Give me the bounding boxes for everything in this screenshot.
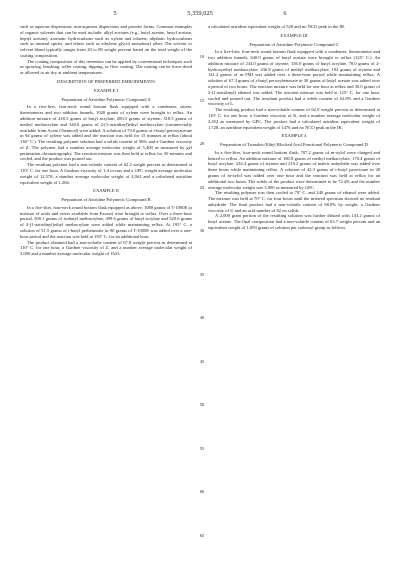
line-number: 15 [199, 97, 205, 103]
paragraph: In a five-liter, four-neck round bottom flask equipped with a condenser, thermometer and two addition funnels, 640.0 grams of butyl acetate were brought to reflux (125° C.). An addition mixture of 234.0 grams of styrene, 156.0 grams of butyl acrylate, 78.0 grams of 2-hydroxyethyl methacrylate, 436.8 grams of methyl methacrylate, 192 grams of styrene and 141.2 grams of m-TMI was added over a three-hour period while maintaining reflux. A solution of 67.3 grams of t-butyl peroxybenzoate in 30 grams of butyl acetate was added over a period of two hours. The reaction mixture was held for one hour at reflux and 30.0 grams of 2-(1-aziridinyl) ethanol was added. The reaction mixture was held at 125° C. for one hour, cooled and poured out. The resultant product had a solids content of 62.8% and a Gardner viscosity of L. [208, 49, 380, 107]
right-column [208, 24, 380, 231]
paragraph: The product obtained had a non-volatile content of 67.8 weight percent as determined at 110° C. for one hour, a Gardner viscosity of Z, and a number average molecular weight of 5,000 and a number average molecular weight of 1623. [20, 239, 192, 257]
line-number: 65 [199, 532, 205, 538]
section-heading: EXAMPLE I [93, 87, 119, 93]
paragraph: The resulting polymer was then cooled to 70° C. and 240 grams of ethanol were added. The mixture was held at 70° C. for four hours until the infrared spectrum showed no residual anhydride. The final product had a non-volatile content of 68.0% by weight, a Gardner viscosity of U and an acid number of 82 on solids. [208, 190, 380, 213]
line-number: 25 [199, 184, 205, 190]
line-number: 45 [199, 358, 205, 364]
section-heading: Preparation of Trimaleic/Ethyl Blocked Acid Functional Polymeric Compound D [220, 142, 368, 148]
paragraph: In a five-liter, four-neck round bottom flask, 707.2 grams of m-xylol were charged and heated to reflux. An addition mixture of 180.8 grams of methyl methacrylate, 170.4 grams of butyl acrylate, 234.4 grams of styrene and 219.2 grams of maleic anhydride was added over three hours while maintaining reflux. A solution of 42.3 grams of t-butyl peroctoate in 28 grams of m-xylol was added over one hour and the reaction was held at reflux for an additional two hours. The solids of the product were determined to be 72.4% and the number average molecular weight was 3,900 as measured by GPC. [208, 149, 380, 190]
line-number: 35 [199, 271, 205, 277]
line-number: 30 [199, 228, 205, 233]
page-number-left: 5 [113, 10, 117, 17]
paragraph: The resultant polymer had a non-volatile content of 62.2 weight percent as determined at 110° C. for one hour. A Gardner viscosity of 1-4 occurs and a GPC weight average molecular weight of 12,578, a number average molecular weight of 4,062 and a calculated aziridine equivalent weight of 1,266. [20, 162, 192, 185]
paragraph: such as aqueous dispersions, non-aqueous dispersions and powder forms. Common examples of organic solvents that can be used include: alkyl acetates (e.g., butyl acetate, hexyl acetate, heptyl acetate), aromatic hydrocarbons such as xylene and toluene, aliphatic hydrocarbons such as mineral spirits, and ethers such as ethylene glycol monobutyl ether. The solvent or solvent blend typically ranges from 20 to 80 weight percent based on the total weight of the coating composition. [20, 24, 192, 58]
left-column [20, 24, 192, 257]
line-number: 40 [199, 315, 205, 320]
section-heading: Preparation of Aziridine Polymeric Compound B [61, 197, 151, 203]
section-heading: Preparation of Aziridine Polymeric Compound C [249, 41, 339, 47]
line-number: 60 [199, 489, 205, 494]
paragraph: In a five-liter, four-neck round bottom flask equipped as above, 1080 grams of T-1000E (a mixture of acids and esters available from Exxon) were brought to reflux. Over a three-hour period, 500.1 grams of isobutyl methacrylate, 499.6 grams of butyl acrylate and 520.6 grams of 2-(1-aziridinyl)ethyl methacrylate were added while maintaining reflux. At 195° C. a solution of 51.5 grams of t-butyl perbenzoate in 90 grams of T-1000E was added over a one-hour period and the reaction was held at 150° C. for an additional hour. [20, 204, 192, 239]
line-number: 50 [199, 402, 205, 407]
paragraph: A 2,000 gram portion of the resulting solution was further diluted with 143.2 grams of butyl acetate. The final composition had a non-volatile content of 63.7 weight percent and an equivalent weight of 1,093 grams of solution per carboxyl group as follows. [208, 213, 380, 230]
paragraph: The resulting product had a non-volatile content of 62.0 weight percent as determined at 110° C. for one hour, a Gardner viscosity of K, and a number average molecular weight of 2,452 as measured by GPC. The product had a calculated aziridine equivalent weight of 1,728, an aziridine equivalent weight of 1476 and no NCO peak in the IR. [208, 107, 380, 130]
line-number: 10 [199, 54, 205, 59]
section-heading: DESCRIPTION OF PREFERRED EMBODIMENTS [57, 79, 155, 85]
section-heading: EXAMPLE III [280, 32, 308, 38]
paragraph: In a five-liter, four-neck round bottom flask equipped with a condenser, stirrer, thermometer and two addition funnels, 1020 grams of xylene were brought to reflux. An addition mixture of 418.5 grams of butyl acrylate, 280.5 grams of styrene, 318.5 grams of methyl methacrylate and 340.0 grams of 2-(1-aziridinyl)ethyl methacrylate (commercially available from Aceto Chemical) were added. A solution of 70.0 grams of t-butyl peroxyacetate in 94 grams of xylene was added and the reaction was held for 15 minutes at reflux (about 136° C.). The resulting polymer solution had a solids content of 56% and a Gardner viscosity of Z. The polymer had a number average molecular weight of 5,400 as measured by gel permeation chromatography. The reaction mixture was then held at reflux for 30 minutes and cooled, and the product was poured out. [20, 104, 192, 162]
paragraph: a calculated aziridine equivalent weight of 528 and no NCO peak in the IR. [208, 24, 346, 29]
section-heading: EXAMPLE II [93, 188, 119, 194]
section-heading: Preparation of Aziridine Polymeric Compound A [61, 96, 151, 102]
patent-number: 5,359,025 [187, 10, 213, 17]
line-number: 20 [199, 141, 205, 146]
line-number: 55 [199, 445, 205, 451]
section-heading: EXAMPLE 4 [281, 133, 307, 139]
page-number-right: 6 [283, 10, 287, 17]
paragraph: The coating composition of this invention can be applied by conventional techniques such as spraying, brushing, roller coating, dipping, or flow coating. The coating can be force-dried or allowed to air dry at ambient temperatures. [20, 58, 192, 76]
